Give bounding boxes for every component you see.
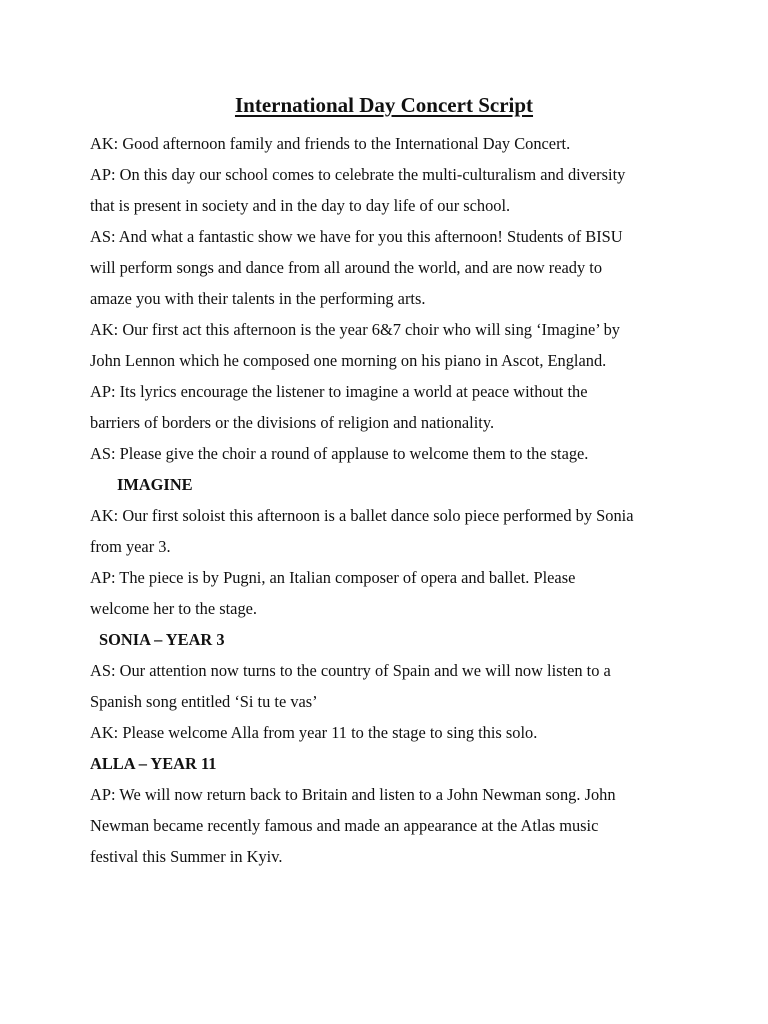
script-line: Spanish song entitled ‘Si tu te vas’ [90,692,318,711]
script-body [90,128,690,872]
act-heading-alla: ALLA – YEAR 11 [90,754,217,773]
script-line: AS: Our attention now turns to the country of Spain and we will now listen to a [90,661,611,680]
script-line: AK: Please welcome Alla from year 11 to the stage to sing this solo. [90,723,538,742]
script-line: amaze you with their talents in the performing arts. [90,289,426,308]
script-line: AK: Our first act this afternoon is the year 6&7 choir who will sing ‘Imagine’ by [90,320,620,339]
script-line: John Lennon which he composed one morning on his piano in Ascot, England. [90,351,607,370]
script-line: AK: Good afternoon family and friends to the International Day Concert. [90,134,571,153]
script-line: Newman became recently famous and made an appearance at the Atlas music [90,816,599,835]
script-line: AP: The piece is by Pugni, an Italian composer of opera and ballet. Please [90,568,576,587]
script-line: from year 3. [90,537,171,556]
script-line: AK: Our first soloist this afternoon is a ballet dance solo piece performed by Sonia [90,506,634,525]
act-heading-sonia: SONIA – YEAR 3 [99,630,225,649]
script-line: welcome her to the stage. [90,599,258,618]
script-line: will perform songs and dance from all around the world, and are now ready to [90,258,603,277]
script-line: AP: We will now return back to Britain and listen to a John Newman song. John [90,785,616,804]
script-line: AS: Please give the choir a round of applause to welcome them to the stage. [90,444,589,463]
script-line: festival this Summer in Kyiv. [90,847,283,866]
act-heading-imagine: IMAGINE [117,475,193,494]
script-line: AP: On this day our school comes to celebrate the multi-culturalism and diversity [90,165,626,184]
script-line: AS: And what a fantastic show we have for you this afternoon! Students of BISU [90,227,623,246]
script-line: AP: Its lyrics encourage the listener to imagine a world at peace without the [90,382,588,401]
script-line: that is present in society and in the day to day life of our school. [90,196,511,215]
script-line: barriers of borders or the divisions of religion and nationality. [90,413,495,432]
document-title: International Day Concert Script [234,93,534,117]
